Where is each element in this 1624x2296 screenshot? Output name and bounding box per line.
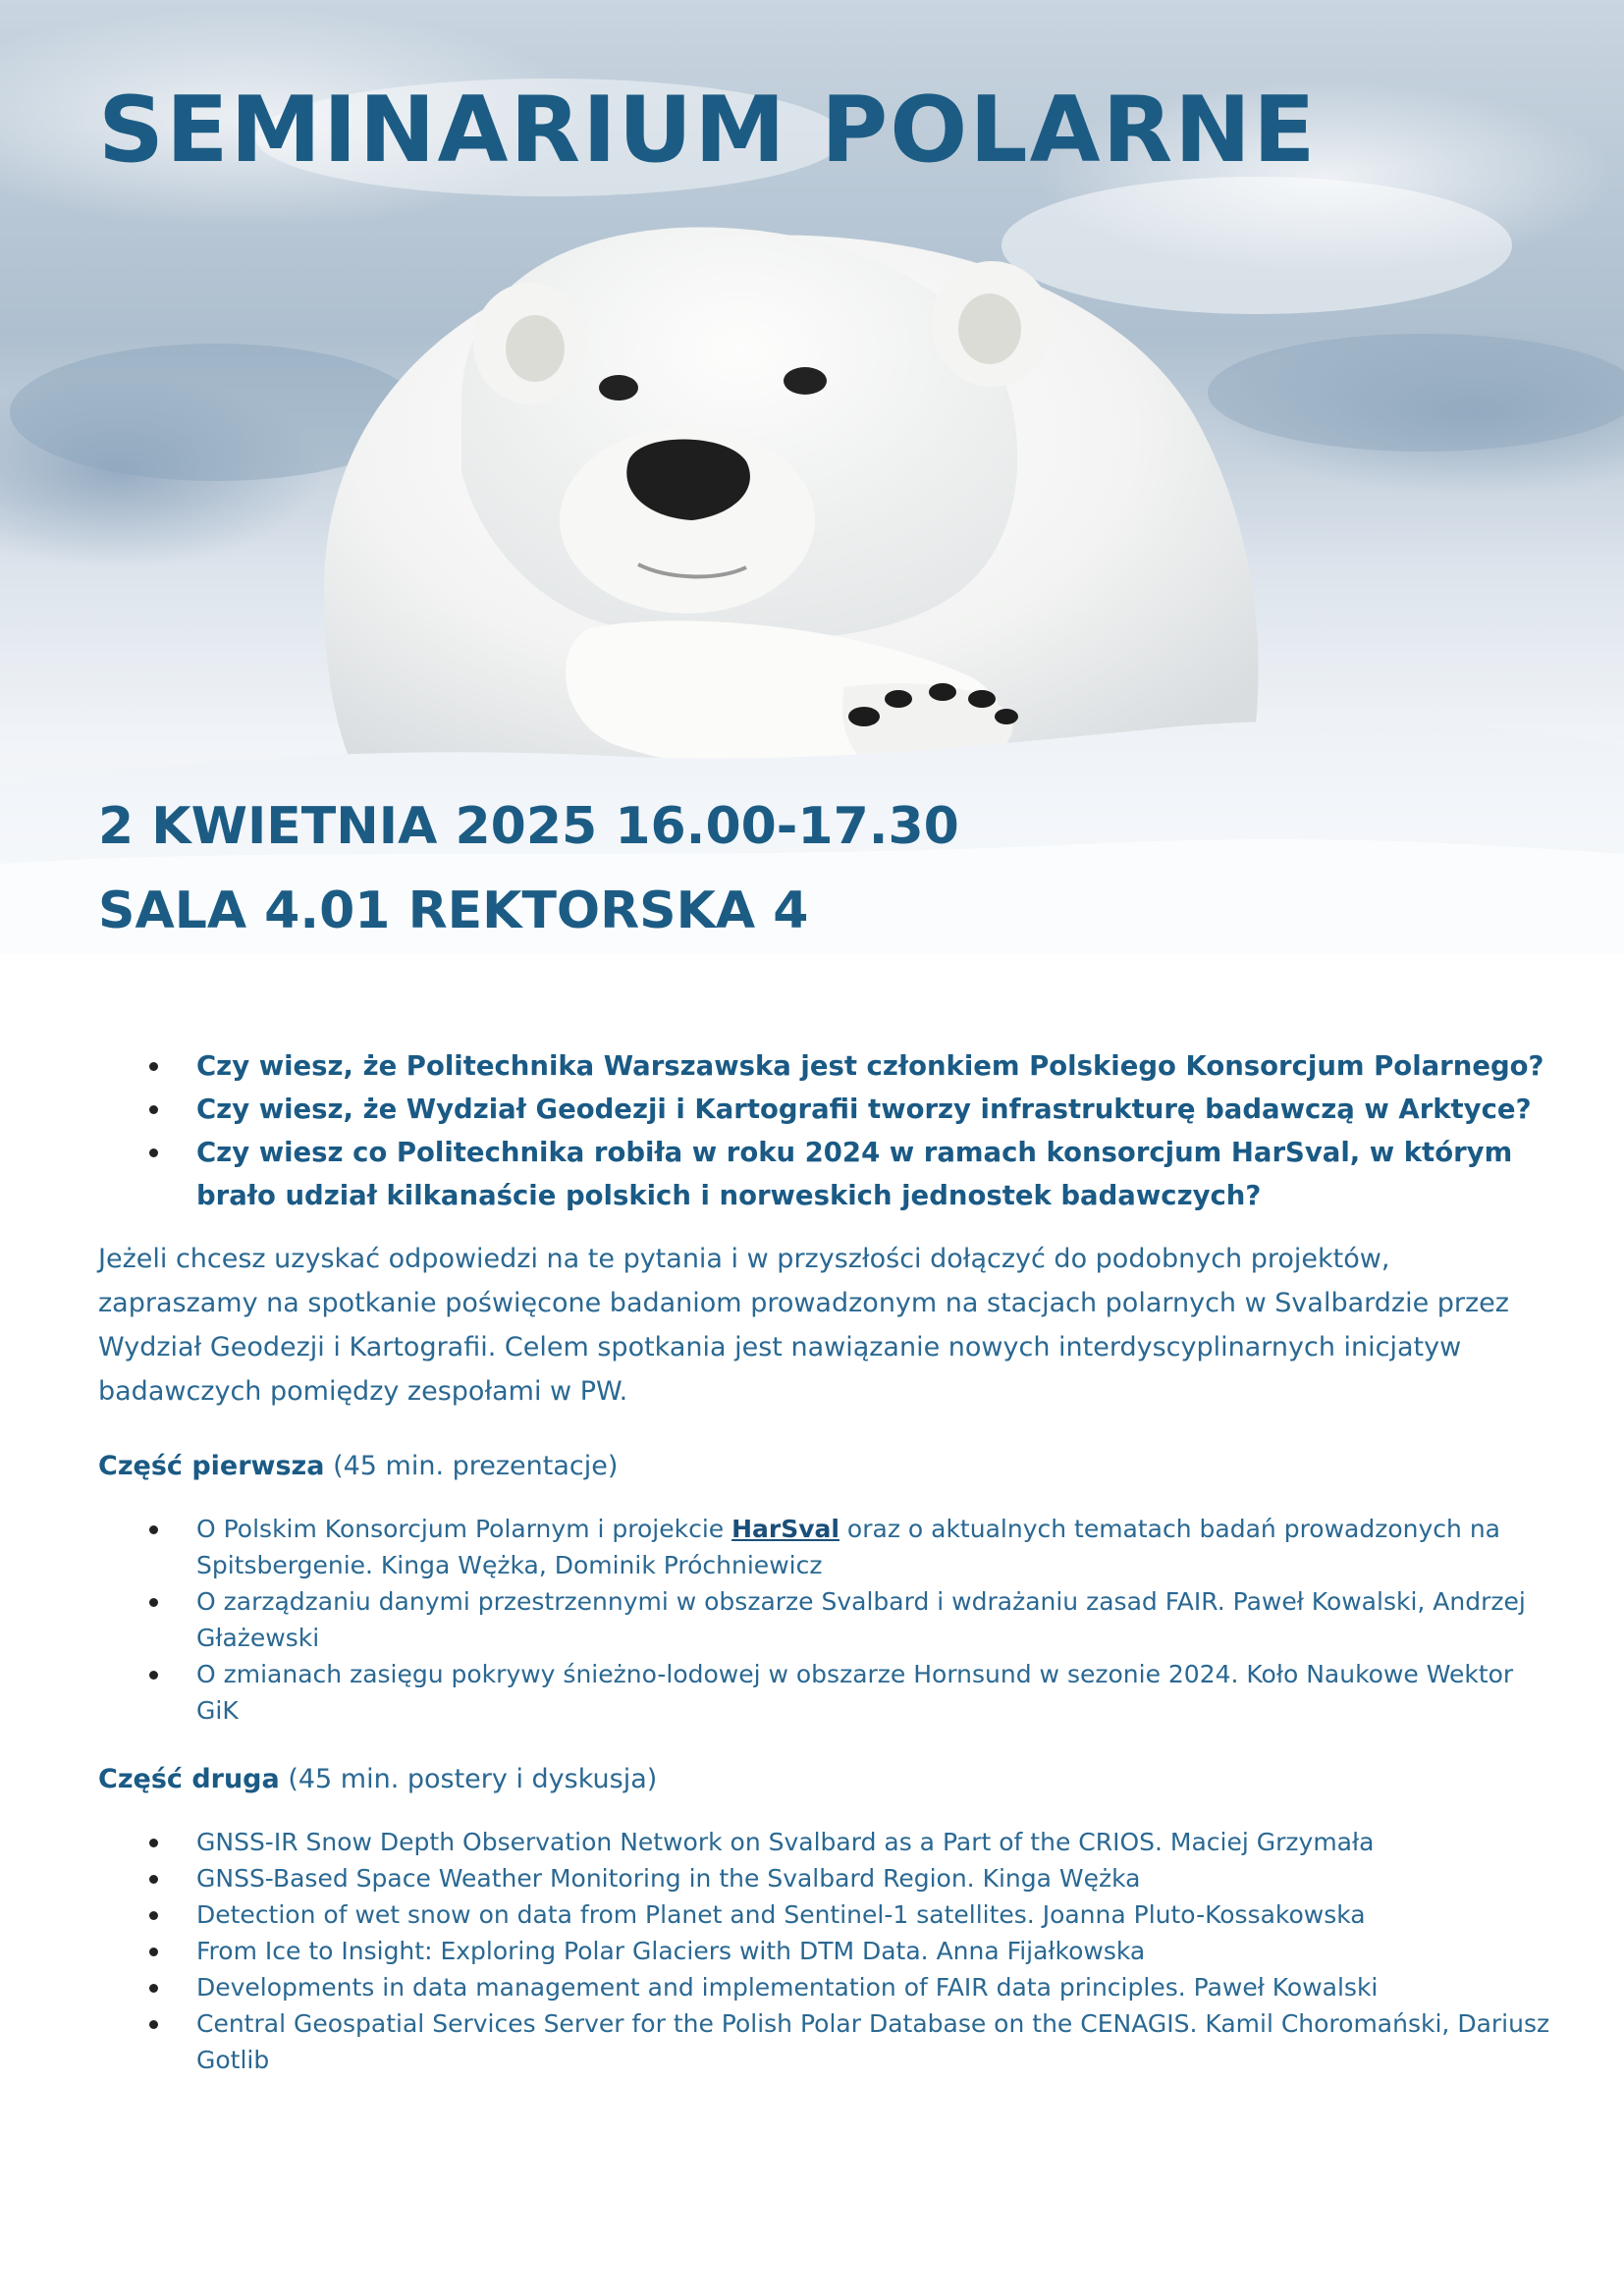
talk-text: oraz o aktualnych tematach badań prowadzonych na Spitsbergenie. Kinga Wężka, Dominik Próchniewicz xyxy=(196,1515,1500,1579)
question-list xyxy=(98,1044,1551,1217)
part-one-subtitle: (45 min. prezentacje) xyxy=(324,1451,619,1481)
part-two-heading xyxy=(98,1764,1551,1794)
event-location: SALA 4.01 REKTORSKA 4 xyxy=(98,881,809,940)
part-two-subtitle: (45 min. postery i dyskusja) xyxy=(279,1764,658,1794)
list-item: O zmianach zasięgu pokrywy śnieżno-lodowej w obszarze Hornsund w sezonie 2024. Koło Naukowe Wektor GiK xyxy=(98,1656,1551,1729)
event-date-time: 2 KWIETNIA 2025 16.00-17.30 xyxy=(98,797,959,856)
part-one-title: Część pierwsza xyxy=(98,1451,325,1481)
list-item: Czy wiesz, że Politechnika Warszawska jest członkiem Polskiego Konsorcjum Polarnego? xyxy=(98,1044,1551,1088)
talk-text: O Polskim Konsorcjum Polarnym i projekcie xyxy=(196,1515,732,1543)
list-item: From Ice to Insight: Exploring Polar Glaciers with DTM Data. Anna Fijałkowska xyxy=(98,1933,1551,1969)
hero-banner xyxy=(0,0,1624,954)
list-item: O zarządzaniu danymi przestrzennymi w obszarze Svalbard i wdrażaniu zasad FAIR. Paweł Kowalski, Andrzej Głażewski xyxy=(98,1583,1551,1656)
list-item: Detection of wet snow on data from Planet and Sentinel-1 satellites. Joanna Pluto-Kossakowska xyxy=(98,1896,1551,1933)
list-item: GNSS-Based Space Weather Monitoring in the Svalbard Region. Kinga Wężka xyxy=(98,1860,1551,1896)
harsval-link[interactable]: HarSval xyxy=(731,1515,839,1543)
list-item: Czy wiesz, że Wydział Geodezji i Kartografii tworzy infrastrukturę badawczą w Arktyce? xyxy=(98,1088,1551,1131)
list-item: Czy wiesz co Politechnika robiła w roku 2024 w ramach konsorcjum HarSval, w którym brało udział kilkanaście polskich i norweskich jednostek badawczych? xyxy=(98,1131,1551,1217)
page-title: SEMINARIUM POLARNE xyxy=(98,77,1318,183)
intro-paragraph: Jeżeli chcesz uzyskać odpowiedzi na te pytania i w przyszłości dołączyć do podobnych projektów, zapraszamy na spotkanie poświęcone badaniom prowadzonym na stacjach polarnych w Svalbardzie przez Wydział Geodezji i Kartografii. Celem spotkania jest nawiązanie nowych interdyscyplinarnych inicjatyw badawczych pomiędzy zespołami w PW. xyxy=(98,1244,1509,1407)
part-one-heading xyxy=(98,1451,1551,1481)
list-item: Developments in data management and implementation of FAIR data principles. Paweł Kowalski xyxy=(98,1969,1551,2005)
list-item: Central Geospatial Services Server for the Polish Polar Database on the CENAGIS. Kamil Choromański, Dariusz Gotlib xyxy=(98,2005,1551,2078)
main-content xyxy=(98,1044,1551,2078)
list-item: GNSS-IR Snow Depth Observation Network on Svalbard as a Part of the CRIOS. Maciej Grzymała xyxy=(98,1824,1551,1860)
list-item xyxy=(98,1511,1551,1583)
part-two-title: Część druga xyxy=(98,1764,280,1794)
part-one-talks xyxy=(98,1511,1551,1729)
part-two-talks xyxy=(98,1824,1551,2078)
